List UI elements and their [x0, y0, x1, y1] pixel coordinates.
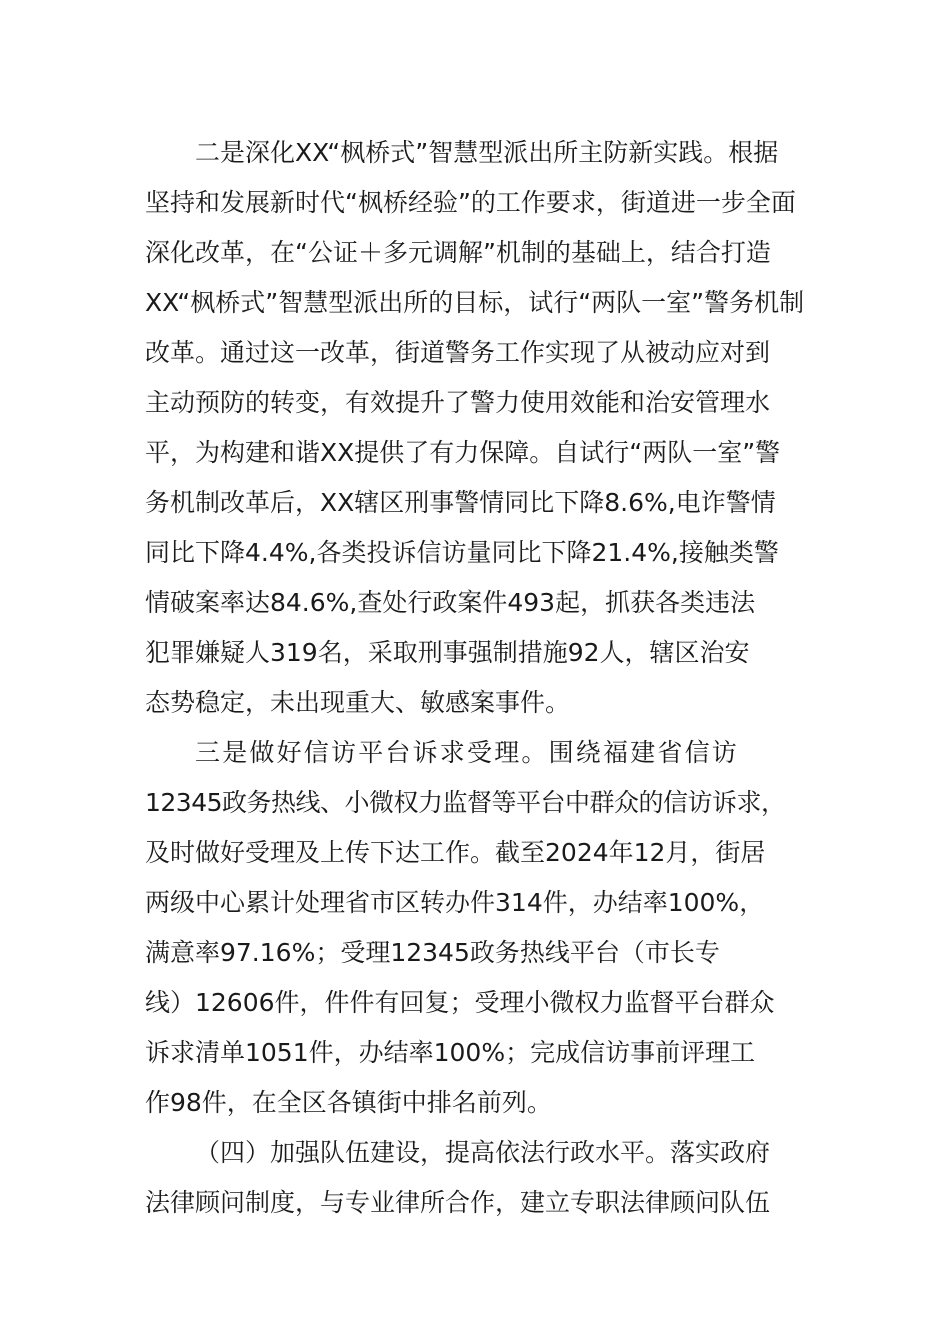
paragraph-line: XX“枫桥式”智慧型派出所的目标，试行“两队一室”警务机制: [145, 288, 805, 317]
paragraph-line: 诉求清单1051件，办结率100%；完成信访事前评理工: [145, 1038, 756, 1067]
paragraph-line: 满意率97.16%；受理12345政务热线平台（市长专: [145, 938, 720, 967]
paragraph-police-reform: [145, 128, 815, 728]
paragraph-team-building: [145, 1128, 815, 1228]
paragraph-line: 情破案率达84.6%,查处行政案件493起，抓获各类违法: [145, 588, 756, 617]
paragraph-line: 作98件，在全区各镇街中排名前列。: [145, 1088, 552, 1117]
paragraph-line: 及时做好受理及上传下达工作。截至2024年12月，街居: [145, 838, 766, 867]
paragraph-line: 同比下降4.4%,各类投诉信访量同比下降21.4%,接触类警: [145, 538, 779, 567]
paragraph-line: （四）加强队伍建设，提高依法行政水平。落实政府: [195, 1138, 771, 1167]
paragraph-line: 务机制改革后，XX辖区刑事警情同比下降8.6%,电诈警情: [145, 488, 776, 517]
paragraph-line: 坚持和发展新时代“枫桥经验”的工作要求，街道进一步全面: [145, 188, 796, 217]
paragraph-line: 二是深化XX“枫桥式”智慧型派出所主防新实践。根据: [195, 138, 779, 167]
paragraph-line: 两级中心累计处理省市区转办件314件，办结率100%，: [145, 888, 765, 917]
paragraph-line: 平，为构建和谐XX提供了有力保障。自试行“两队一室”警: [145, 438, 781, 467]
document-body: [145, 128, 815, 1228]
paragraph-line: 法律顾问制度，与专业律所合作，建立专职法律顾问队伍: [145, 1188, 771, 1217]
paragraph-line: 犯罪嫌疑人319名，采取刑事强制措施92人，辖区治安: [145, 638, 750, 667]
paragraph-line: 三是做好信访平台诉求受理。围绕福建省信访: [195, 738, 740, 767]
paragraph-line: 态势稳定，未出现重大、敏感案事件。: [145, 688, 571, 717]
paragraph-line: 12345政务热线、小微权力监督等平台中群众的信访诉求，: [145, 788, 786, 817]
paragraph-line: 深化改革，在“公证＋多元调解”机制的基础上，结合打造: [145, 238, 771, 267]
paragraph-line: 改革。通过这一改革，街道警务工作实现了从被动应对到: [145, 338, 771, 367]
paragraph-line: 线）12606件，件件有回复；受理小微权力监督平台群众: [145, 988, 775, 1017]
paragraph-petition-platform: [145, 728, 815, 1128]
paragraph-line: 主动预防的转变，有效提升了警力使用效能和治安管理水: [145, 388, 771, 417]
